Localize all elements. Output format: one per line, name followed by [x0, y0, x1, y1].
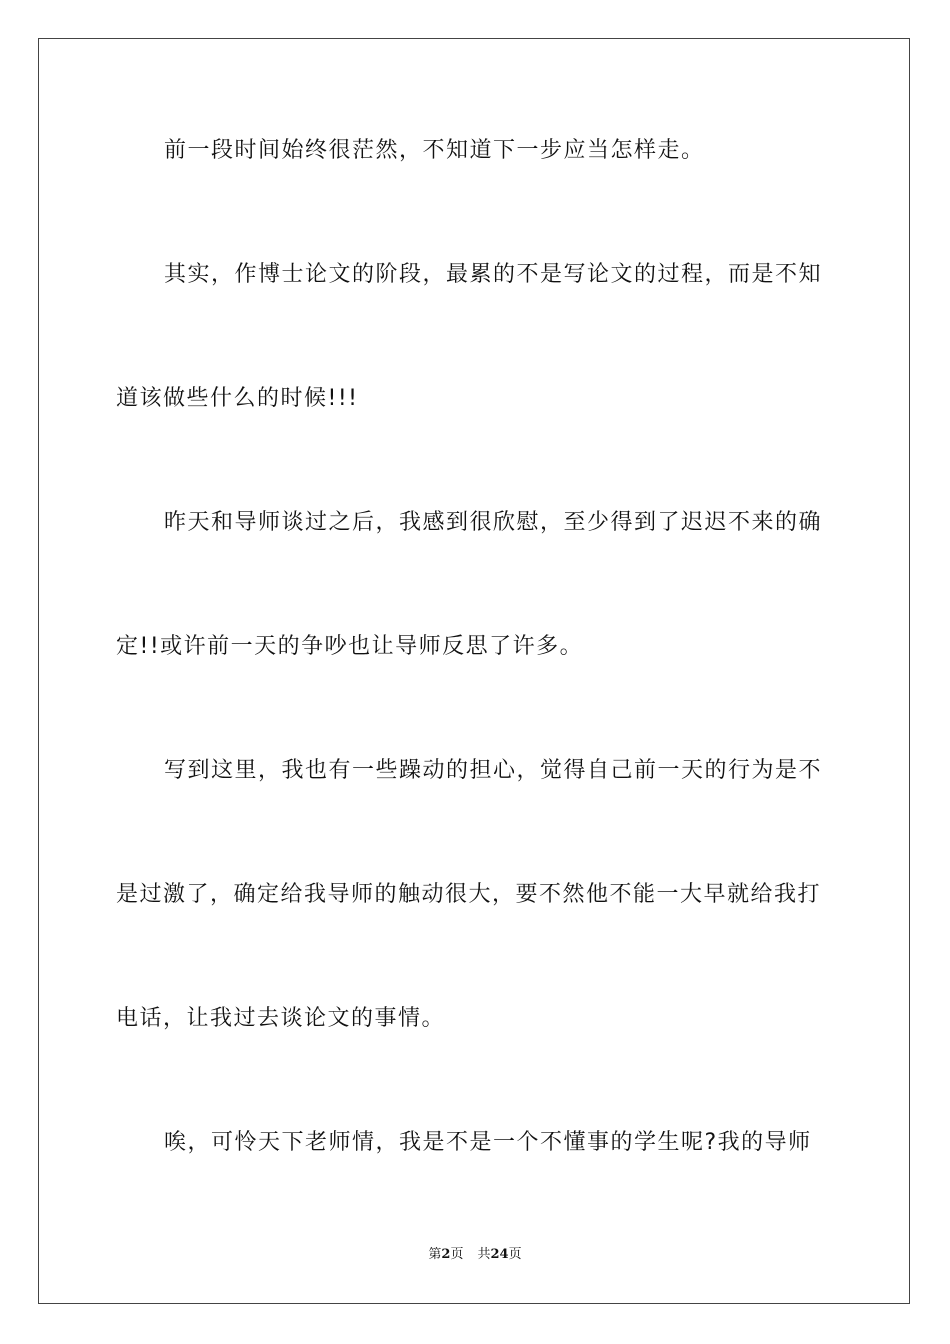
footer-total-suffix: 页	[508, 1247, 522, 1262]
text-line-6: 写到这里，我也有一些躁动的担心，觉得自己前一天的行为是不	[164, 758, 823, 783]
text-line-7: 是过激了，确定给我导师的触动很大，要不然他不能一大早就给我打	[116, 882, 822, 907]
text-line-4: 昨天和导师谈过之后，我感到很欣慰，至少得到了迟迟不来的确	[164, 510, 823, 535]
footer-page-prefix: 第	[428, 1247, 442, 1262]
text-line-8: 电话，让我过去谈论文的事情。	[116, 1006, 446, 1031]
footer-page-number: 2	[441, 1247, 451, 1262]
text-line-3: 道该做些什么的时候!!!	[116, 386, 359, 411]
page-border	[38, 38, 910, 1304]
text-line-1: 前一段时间始终很茫然，不知道下一步应当怎样走。	[164, 138, 705, 163]
page-footer	[0, 1246, 950, 1264]
footer-total-prefix: 共	[477, 1247, 491, 1262]
text-line-5: 定!!或许前一天的争吵也让导师反思了许多。	[116, 634, 584, 659]
text-line-9: 唉，可怜天下老师情，我是不是一个不懂事的学生呢?我的导师	[164, 1130, 812, 1155]
text-line-2: 其实，作博士论文的阶段，最累的不是写论文的过程，而是不知	[164, 262, 823, 287]
footer-page-suffix: 页	[450, 1247, 464, 1262]
footer-total-pages: 24	[490, 1247, 509, 1262]
